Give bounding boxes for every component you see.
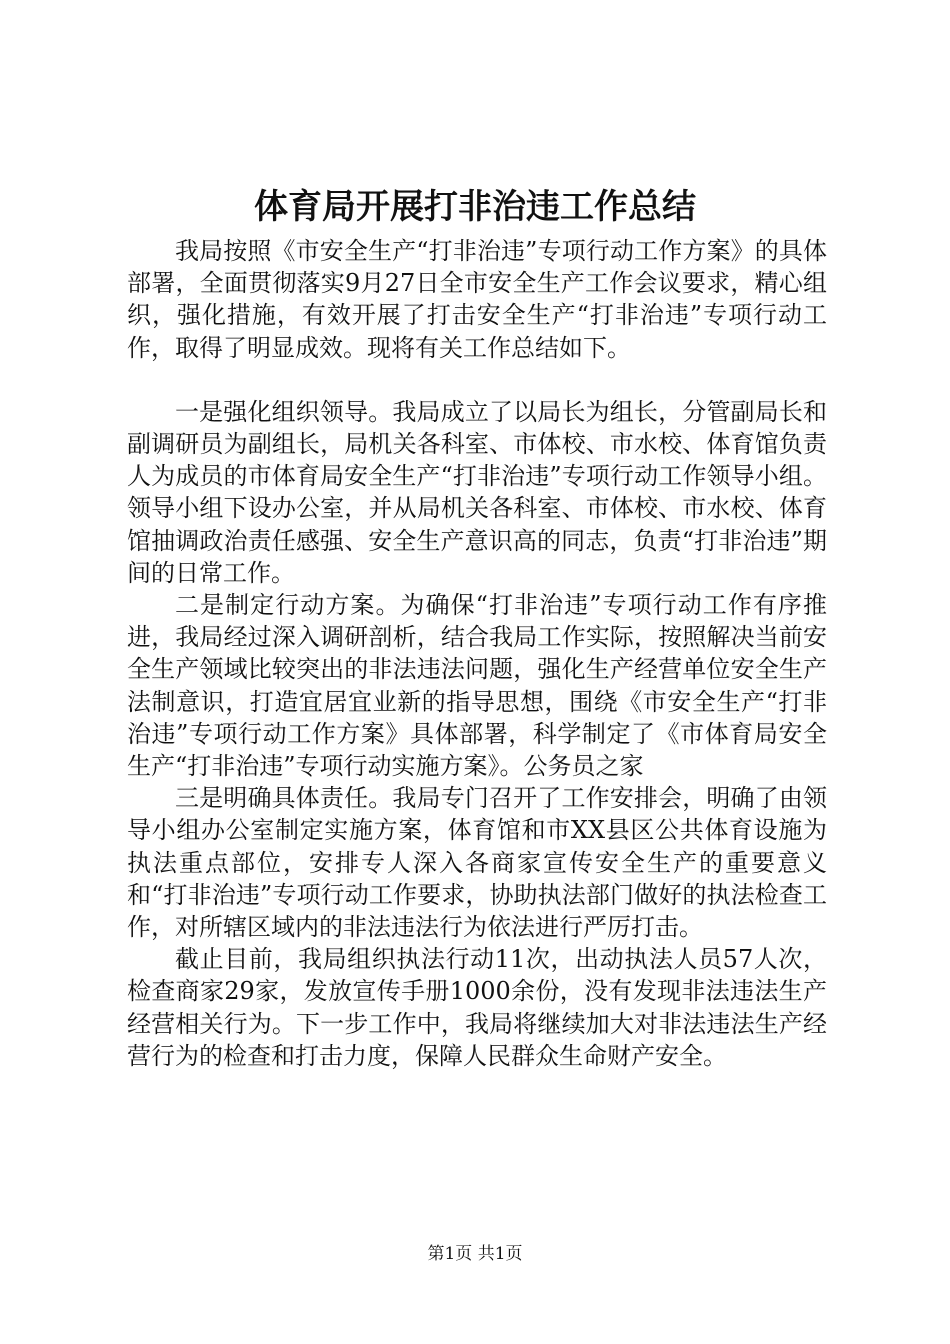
paragraph-responsibility: 三是明确具体责任。我局专门召开了工作安排会，明确了由领导小组办公室制定实施方案，体育馆和市XX县区公共体育设施为执法重点部位，安排专人深入各商家宣传安全生产的重要意义和“打非治违”专项行动工作要求，协助执法部门做好的执法检查工作，对所辖区域内的非法违法行为依法进行严厉打击。 xyxy=(127,784,827,942)
paragraph-organization: 一是强化组织领导。我局成立了以局长为组长，分管副局长和副调研员为副组长，局机关各科室、市体校、市水校、体育馆负责人为成员的市体育局安全生产“打非治违”专项行动工作领导小组。领导小组下设办公室，并从局机关各科室、市体校、市水校、体育馆抽调政治责任感强、安全生产意识高的同志，负责“打非治违”期间的日常工作。 xyxy=(127,397,827,587)
paragraph-action-plan: 二是制定行动方案。为确保“打非治违”专项行动工作有序推进，我局经过深入调研剖析，结合我局工作实际，按照解决当前安全生产领域比较突出的非法违法问题，强化生产经营单位安全生产法制意识，打造宜居宜业新的指导思想，围绕《市安全生产“打非治违”专项行动工作方案》具体部署，科学制定了《市体育局安全生产“打非治违”专项行动实施方案》。公务员之家 xyxy=(127,591,827,781)
paragraph-results: 截止目前，我局组织执法行动11次，出动执法人员57人次，检查商家29家，发放宣传手册1000余份，没有发现非法违法生产经营相关行为。下一步工作中，我局将继续加大对非法违法生产经营行为的检查和打击力度，保障人民群众生命财产安全。 xyxy=(127,945,827,1070)
page-footer: 第1页 共1页 xyxy=(427,1244,523,1264)
document-body xyxy=(127,235,827,1072)
document-title: 体育局开展打非治违工作总结 xyxy=(254,187,696,227)
paragraph-intro: 我局按照《市安全生产“打非治违”专项行动工作方案》的具体部署，全面贯彻落实9月27日全市安全生产工作会议要求，精心组织，强化措施，有效开展了打击安全生产“打非治违”专项行动工作，取得了明显成效。现将有关工作总结如下。 xyxy=(127,237,827,362)
